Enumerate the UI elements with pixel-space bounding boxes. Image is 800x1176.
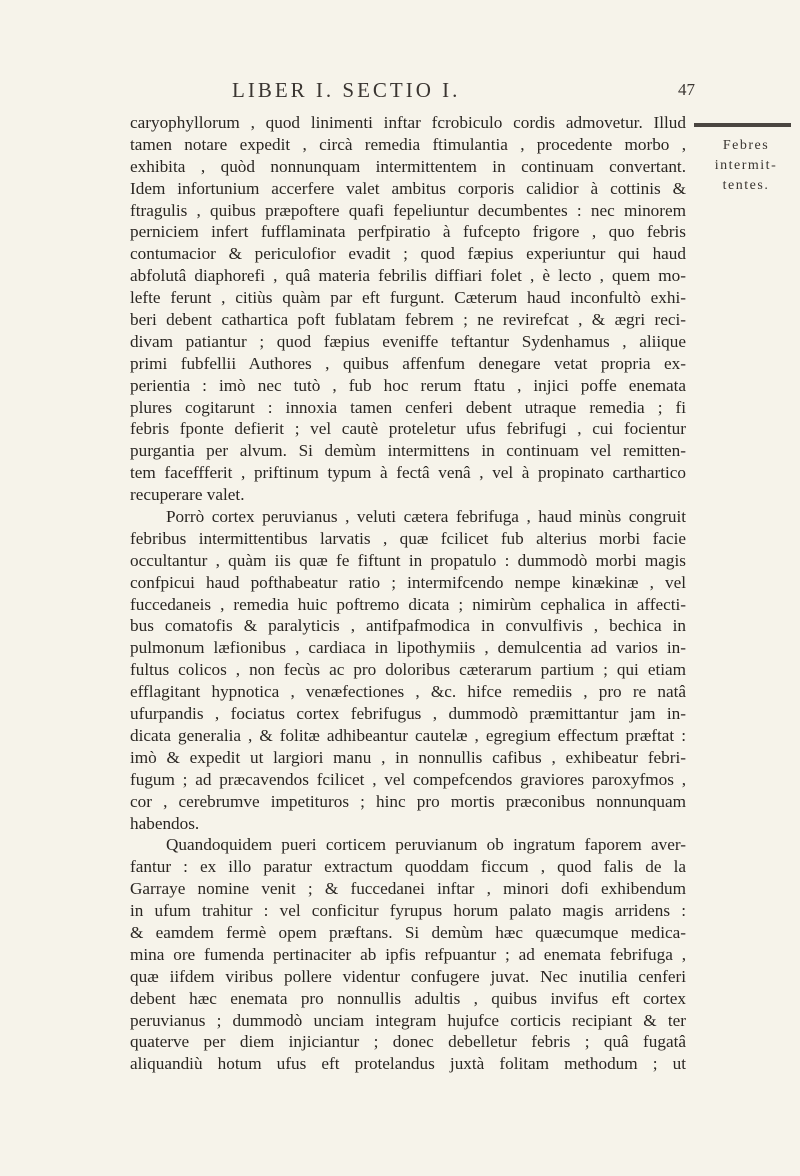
text-line: ftragulis , quibus præpoftere quafi fepeliuntur decumbentes : nec minorem	[130, 200, 686, 220]
text-line: contumacior & periculofior evadit ; quod fæpius experiuntur qui haud	[130, 244, 686, 264]
text-line: Idem infortunium accerfere valet ambitus corporis calidior à cottinis &	[130, 178, 686, 198]
text-line: imò & expedit ut largiori manu , in nonnullis cafibus , exhibeatur febri-	[130, 747, 686, 767]
text-line: perniciem infert fufflaminata perfpiratio à fufcepto frigore , quo febris	[130, 222, 686, 242]
text-line: & eamdem fermè opem præftans. Si demùm hæc quæcumque medica-	[130, 922, 686, 942]
text-line: debent hæc enemata pro nonnullis adultis , quibus invifus eft cortex	[130, 988, 686, 1008]
text-line: bus comatofis & paralyticis , antifpafmodica in convulfivis , bechica in	[130, 616, 686, 636]
text-line: quaterve per diem injiciantur ; donec debelletur febris ; quâ fugatâ	[130, 1032, 686, 1052]
margin-note-line: intermit-	[714, 158, 778, 173]
text-line: fugum ; ad præcavendos fcilicet , vel compefcendos graviores paroxyfmos ,	[130, 769, 686, 789]
text-line: beri debent cathartica poft fublatam febrem ; ne revirefcat , & ægri reci-	[130, 310, 686, 330]
body-text	[130, 112, 686, 1075]
text-line: pulmonum læfionibus , cardiaca in lipothymiis , demulcentia ad varios in-	[130, 638, 686, 658]
text-line: peruvianus ; dummodò unciam integram hujufce corticis recipiant & ter	[130, 1010, 686, 1030]
running-title: LIBER I. SECTIO I.	[232, 78, 461, 102]
text-line: recuperare valet.	[130, 485, 245, 505]
text-line: fultus colicos , non fecùs ac pro doloribus cæterarum partium ; qui etiam	[130, 660, 686, 680]
text-line: perientia : imò nec tutò , fub hoc rerum ftatu , injici poffe enemata	[130, 375, 686, 395]
text-line: occultantur , quàm iis quæ fe fiftunt in propatulo : dummodò morbi magis	[130, 550, 686, 570]
margin-rule	[694, 123, 791, 127]
text-line: habendos.	[130, 813, 200, 833]
text-line: dicata generalia , & folitæ adhibeantur cautelæ , egregium effectum præftat :	[130, 725, 686, 745]
margin-note-line: tentes.	[722, 178, 770, 193]
text-line: quæ iifdem viribus pollere videntur confugere juvat. Nec inutilia cenferi	[130, 966, 686, 986]
margin-note-line: Febres	[722, 138, 770, 153]
text-line: febribus intermittentibus larvatis , quæ fcilicet fub alterius morbi facie	[130, 528, 686, 548]
text-line: ufurpandis , fociatus cortex febrifugus , dummodò præmittantur jam in-	[130, 704, 686, 724]
page-number: 47	[678, 80, 695, 99]
text-line: confpicui haud pofthabeatur ratio ; intermifcendo nempe kinækinæ , vel	[130, 572, 686, 592]
text-line: divam patiantur ; quod fæpius eveniffe teftantur Sydenhamus , aliique	[130, 331, 686, 351]
text-line: febris fponte defierit ; vel cautè proteletur ufus febrifugi , cui focientur	[130, 419, 686, 439]
text-line: aliquandiù hotum ufus eft protelandus juxtà folitam methodum ; ut	[130, 1054, 686, 1074]
text-line: mina ore fumenda pertinaciter ab ipfis refpuantur ; ad enemata febrifuga ,	[130, 944, 686, 964]
text-line: lefte ferunt , citiùs quàm par eft furgunt. Cæterum haud inconfultò exhi-	[130, 288, 686, 308]
text-line: fantur : ex illo paratur extractum quoddam ficcum , quod falis de la	[130, 857, 686, 877]
text-line: Quandoquidem pueri corticem peruvianum ob ingratum faporem aver-	[166, 835, 686, 855]
text-line: Garraye nomine venit ; & fuccedanei inftar , minori dofi exhibendum	[130, 879, 686, 899]
text-line: purgantia per alvum. Si demùm intermittens in continuam vel remitten-	[130, 441, 686, 461]
text-line: tem faceffferit , priftinum typum à fectâ venâ , vel à propinato carthartico	[130, 463, 686, 483]
text-line: cor , cerebrumve impetituros ; hinc pro mortis præconibus nonnunquam	[130, 791, 686, 811]
text-line: primi fubfellii Authores , quibus affenfum denegare vetat propria ex-	[130, 353, 686, 373]
text-line: abfolutâ diaphorefi , quâ materia febrilis diffiari folet , è lecto , quem mo-	[130, 266, 686, 286]
text-line: in ufum trahitur : vel conficitur fyrupus horum palato magis arridens :	[130, 901, 686, 921]
text-line: fuccedaneis , remedia huic poftremo dicata ; nimirùm cephalica in affecti-	[130, 594, 686, 614]
text-line: exhibita , quòd nonnunquam intermittentem in continuam convertant.	[130, 156, 686, 176]
margin-note	[696, 136, 796, 196]
text-line: Porrò cortex peruvianus , veluti cætera febrifuga , haud minùs congruit	[166, 507, 686, 527]
text-line: plures cogitarunt : innoxia tamen cenferi debent utraque remedia ; fi	[130, 397, 686, 417]
text-line: caryophyllorum , quod linimenti inftar fcrobiculo cordis admovetur. Illud	[130, 113, 686, 132]
text-line: efflagitant hypnotica , venæfectiones , &c. hifce remediis , pro re natâ	[130, 682, 686, 702]
text-line: tamen notare expedit , circà remedia ftimulantia , procedente morbo ,	[130, 134, 686, 154]
